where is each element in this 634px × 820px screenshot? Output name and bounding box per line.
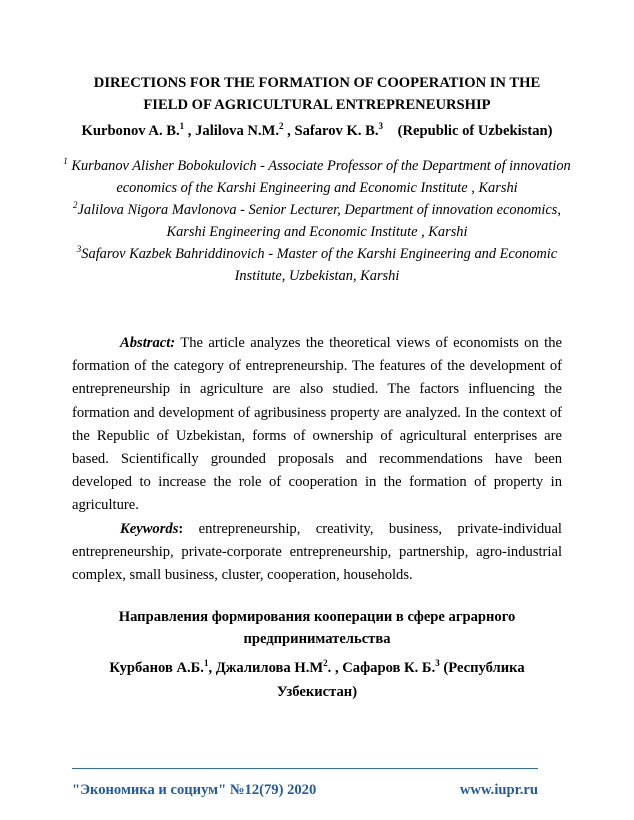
- affiliations: [60, 155, 574, 287]
- abstract-section: [72, 332, 562, 587]
- affiliation-1-sup: 1: [63, 156, 68, 167]
- abstract-label: Abstract:: [120, 335, 176, 351]
- ru-author-3-sup: 3: [435, 658, 440, 669]
- ru-author-2-sup: 2: [323, 658, 328, 669]
- paper-title-ru: Направления формирования кооперации в сфере аграрного предпринимательства: [118, 609, 516, 647]
- author-separator: ,: [283, 123, 295, 139]
- affiliation-3: [60, 243, 574, 287]
- author-3-sup: 3: [378, 121, 384, 132]
- keywords-colon: :: [178, 520, 184, 537]
- affiliation-3-text: Safarov Kazbek Bahriddinovich - Master of the Karshi Engineering and Economic Institute, Uzbekistan, Karshi: [81, 246, 558, 284]
- author-1: Kurbonov A. B.: [81, 123, 180, 139]
- affiliation-1-text: Kurbanov Alisher Bobokulovich - Associate Professor of the Department of innovation economics of the Karshi Engineering and Economic Institute , Karshi: [67, 158, 571, 196]
- author-3: Safarov K. B.: [294, 123, 379, 139]
- author-country: (Republic of Uzbekistan): [397, 123, 553, 139]
- keywords-text: entrepreneurship, creativity, business, private-individual entrepreneurship, private-corporate entrepreneurship, partnership, agro-industrial complex, small business, cluster, cooperation, households.: [72, 520, 562, 584]
- ru-author-3: Сафаров К. Б.: [342, 660, 436, 676]
- author-2-sup: 2: [279, 121, 284, 132]
- affiliation-2: [60, 199, 574, 243]
- author-1-sup: 1: [179, 121, 185, 132]
- affiliation-3-sup: 3: [76, 244, 82, 255]
- footer-divider: [72, 768, 538, 769]
- author-2: Jalilova N.M.: [195, 123, 280, 139]
- affiliation-2-text: Jalilova Nigora Mavlonova - Senior Lecturer, Department of innovation economics, Karshi Engineering and Economic Institute , Karshi: [77, 202, 561, 240]
- author-separator: ,: [184, 123, 196, 139]
- affiliation-2-sup: 2: [73, 200, 78, 211]
- keywords-paragraph: [72, 518, 562, 588]
- authors-en: [40, 120, 594, 142]
- ru-author-separator: . ,: [327, 660, 343, 676]
- ru-author-1: Курбанов А.Б.: [109, 660, 204, 676]
- ru-author-separator: ,: [208, 660, 216, 676]
- footer-journal: "Экономика и социум" №12(79) 2020: [72, 782, 317, 798]
- paper-title-en: DIRECTIONS FOR THE FORMATION OF COOPERATION IN THE FIELD OF AGRICULTURAL ENTREPRENEURSHIP: [93, 75, 541, 113]
- keywords-label: Keywords: [120, 520, 179, 537]
- abstract-paragraph: [72, 332, 562, 518]
- footer-website[interactable]: www.iupr.ru: [459, 782, 538, 798]
- ru-author-2: Джалилова Н.М: [215, 660, 324, 676]
- authors-ru: [90, 656, 544, 704]
- ru-author-1-sup: 1: [203, 658, 209, 669]
- abstract-text: The article analyzes the theoretical views of economists on the formation of the category of entrepreneurship. The features of the development of entrepreneurship in agriculture are also studied. The factors influencing the formation and development of agribusiness property are analyzed. In the context of the Republic of Uzbekistan, forms of ownership of agricultural enterprises are based. Scientifically grounded proposals and recommendations have been developed to increase the role of cooperation in the formation of property in agriculture.: [72, 335, 562, 514]
- affiliation-1: [60, 155, 574, 199]
- ru-author-country: (Республика Узбекистан): [276, 660, 525, 700]
